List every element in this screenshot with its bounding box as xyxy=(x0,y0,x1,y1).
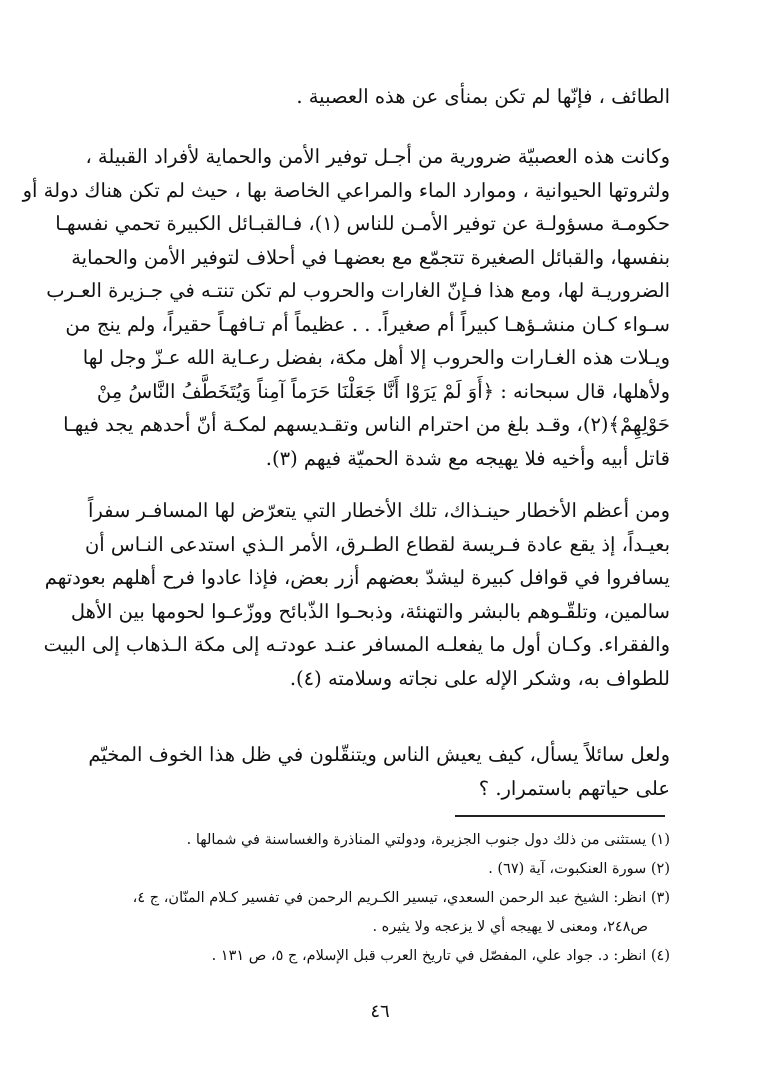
footnote-1: (١) يستثنى من ذلك دول جنوب الجزيرة، ودولتي المناذرة والغساسنة في شمالها . xyxy=(186,832,670,848)
paragraph-1 xyxy=(110,80,670,114)
text-line: ولأهلها، قال سبحانه : ﴿أَوَ لَمْ يَرَوْا أَنَّا جَعَلْنَا حَرَماً آمِناً وَيُتَخَطَّفُ النَّاسُ مِنْ xyxy=(96,379,670,403)
paragraph-2 xyxy=(22,140,670,475)
text-line: للطواف به، وشكر الإله على نجاته وسلامته (٤). xyxy=(289,666,670,690)
footnote-2: (٢) سورة العنكبوت، آية (٦٧) . xyxy=(488,861,670,877)
text-line: سالمين، وتلقّـوهم بالبشر والتهنئة، وذبحـوا الذّبائح ووزّعـوا لحومها بين الأهل xyxy=(70,599,670,623)
text-line: وكانت هذه العصبيّة ضرورية من أجـل توفير الأمن والحماية لأفراد القبيلة ، xyxy=(85,145,670,168)
paragraph-3 xyxy=(43,494,670,695)
text-line: على حياتهم باستمرار. ؟ xyxy=(478,776,670,800)
footnote-4: (٤) انظر: د. جواد علي، المفصّل في تاريخ العرب قبل الإسلام، ج ٥، ص ١٣١ . xyxy=(211,948,670,964)
text-line: ويـلات هذه الغـارات والحروب إلا أهل مكة، بفضل رعـاية الله عـزّ وجل لها xyxy=(82,346,670,369)
page-number: ٤٦ xyxy=(370,1001,390,1022)
text-line: ولعل سائلاً يسأل، كيف يعيش الناس ويتنقّلون في ظل هذا الخوف المخيّم xyxy=(88,743,670,766)
text-line: والفقراء. وكـان أول ما يفعلـه المسافر عنـد عودتـه إلى مكة الـذهاب إلى البيت xyxy=(43,633,670,656)
text-line: ولثروتها الحيوانية ، وموارد الماء والمراعي الخاصة بها ، حيث لم تكن هناك دولة أو xyxy=(22,178,670,202)
text-line: قاتل أبيه وأخيه فلا يهيجه مع شدة الحميّة فيهم (٣). xyxy=(265,446,670,470)
footnotes xyxy=(132,826,670,971)
text-line: حكومـة مسؤولـة عن توفير الأمـن للناس (١)، فـالقبـائل الكبيرة تحمي نفسهـا xyxy=(55,212,670,235)
text-line: بنفسها، والقبائل الصغيرة تتجمّع مع بعضهـا في أحلاف لتوفير الأمن والحماية xyxy=(71,245,670,269)
footnote-separator xyxy=(455,815,665,817)
text-line: سـواء كـان منشـؤهـا كبيراً أم صغيراً. . . عظيماً أم تـافهـاً حقيراً، ولم ينج من xyxy=(65,312,670,336)
text-line: حَوْلِهِمْ﴾(٢)، وقـد بلغ من احترام الناس وتقـديسهم لمكـة أنّ أحدهم يجد فيهـا xyxy=(63,413,670,436)
text-line: الطائف ، فإنّها لم تكن بمنأى عن هذه العصبية . xyxy=(296,85,670,108)
footnote-3: (٣) انظر: الشيخ عبد الرحمن السعدي، تيسير الكـريم الرحمن في تفسير كـلام المنّان، ج ٤، xyxy=(132,890,670,906)
text-line: الضروريـة لها، ومع هذا فـإنّ الغارات والحروب لم تكن تنتـه في جـزيرة العـرب xyxy=(46,279,670,302)
paragraph-4 xyxy=(88,738,670,805)
text-line: بعيـداً، إذ يقع عادة فـريسة لقطاع الطـرق، الأمر الـذي استدعى النـاس أن xyxy=(84,532,670,556)
footnote-3-continued: ص٢٤٨، ومعنى لا يهيجه أي لا يزعجه ولا يثيره . xyxy=(372,919,648,935)
text-line: يسافروا في قوافل كبيرة ليشدّ بعضهم أزر بعض، فإذا عادوا فرح أهلهم بعودتهم xyxy=(44,566,670,589)
text-line: ومن أعظم الأخطار حينـذاك، تلك الأخطار التي يتعرّض لها المسافـر سفراً xyxy=(87,499,670,522)
